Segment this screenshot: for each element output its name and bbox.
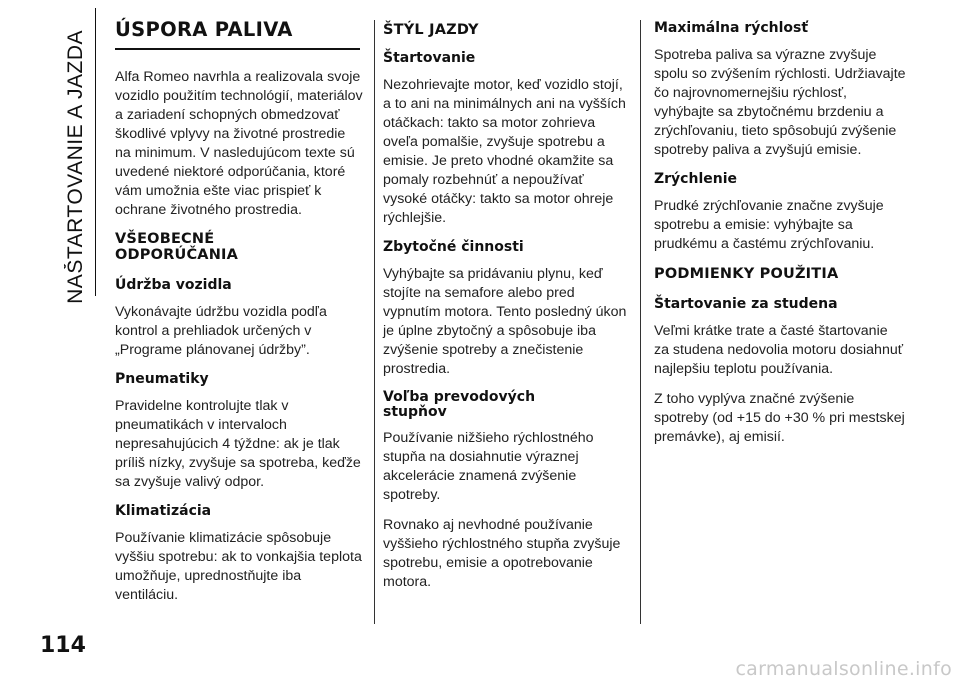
subheading-air-conditioning: Klimatizácia [115,503,212,519]
cold-start-paragraph-1: Veľmi krátke trate a časté štartovanie za studena nedovolia motoru dosiahnuť najlepšiu teplotu používania. [654,323,904,377]
subheading-tyres: Pneumatiky [115,371,209,387]
subheading-gear-selection: Voľba prevodových stupňov [383,389,536,420]
tyres-paragraph: Pravidelne kontrolujte tlak v pneumatikách v intervaloch nepresahujúcich 4 týždne: ak je tlak príliš nízky, zvyšuje sa spotreba, keďže sa zvyšuje valivý odpor. [115,398,361,490]
max-speed-paragraph: Spotreba paliva sa výrazne zvyšuje spolu so zvýšením rýchlosti. Udržiavajte čo najrovnomernejšiu rýchlosť, vyhýbajte sa zbytočnému brzdeniu a zrýchľovaniu, tieto spôsobujú zvýšenie spotreby paliva a zvyšujú emisie. [654,47,906,158]
intro-paragraph: Alfa Romeo navrhla a realizovala svoje vozidlo použitím technológií, materiálov a zariadení schopných obmedzovať škodlivé vplyvy na životné prostredie na minimum. V nasledujúcom texte sú uvedené niektoré odporúčania, ktoré vám umožnia ešte viac prispieť k ochrane životného prostredia. [115,69,363,218]
column-1 [115,18,363,616]
subheading-max-speed: Maximálna rýchlosť [654,20,809,36]
title-underline [115,48,360,50]
subheading-unnecessary-actions: Zbytočné činnosti [383,239,524,255]
maintenance-paragraph: Vykonávajte údržbu vozidla podľa kontrol a prehliadok určených v „Programe plánovanej údržby”. [115,304,327,358]
subheading-cold-start: Štartovanie za studena [654,296,838,312]
subheading-starting: Štartovanie [383,50,476,66]
section-heading-driving-style: ŠTÝL JAZDY [383,22,479,38]
gear-selection-paragraph-1: Používanie nižšieho rýchlostného stupňa na dosiahnutie výraznej akcelerácie znamená zvýšenie spotreby. [383,430,594,503]
column-divider [640,20,641,624]
acceleration-paragraph: Prudké zrýchľovanie značne zvyšuje spotrebu a emisie: vyhýbajte sa prudkému a častému zrýchľovaniu. [654,198,884,252]
chapter-side-title-text: NAŠTARTOVANIE A JAZDA [64,30,87,304]
starting-paragraph: Nezohrievajte motor, keď vozidlo stojí, a to ani na minimálnych ani na vyšších otáčkach: takto sa motor zohrieva oveľa pomalšie, zvyšuje spotrebu a emisie. Je preto vhodné okamžite sa pomaly rozbehnúť a nepoužívať vysoké otáčky: takto sa motor ohreje rýchlejšie. [383,77,626,226]
gear-selection-paragraph-2: Rovnako aj nevhodné používanie vyššieho rýchlostného stupňa zvyšuje spotrebu, emisie a opotrebovanie motora. [383,517,621,590]
section-heading-general: VŠEOBECNÉ ODPORÚČANIA [115,231,239,263]
chapter-side-rule [95,8,96,296]
subheading-acceleration: Zrýchlenie [654,171,738,187]
column-divider [374,20,375,624]
section-heading-conditions-of-use: PODMIENKY POUŽITIA [654,266,839,282]
column-2 [383,18,631,603]
unnecessary-actions-paragraph: Vyhýbajte sa pridávaniu plynu, keď stojíte na semafore alebo pred vypnutím motora. Tento posledný úkon je úplne zbytočný a spôsobuje iba zvýšenie spotreby a znečistenie prostredia. [383,266,627,377]
subheading-maintenance: Údržba vozidla [115,277,232,293]
chapter-side-title [62,30,90,304]
cold-start-paragraph-2: Z toho vyplýva značné zvýšenie spotreby (od +15 do +30 % pri mestskej premávke), aj emisií. [654,391,905,445]
watermark: carmanualsonline.info [735,658,952,680]
column-3 [654,18,906,458]
air-conditioning-paragraph: Používanie klimatizácie spôsobuje vyššiu spotrebu: ak to vonkajšia teplota umožňuje, uprednostňujte iba ventiláciu. [115,530,362,603]
page-number: 114 [40,633,86,658]
page-title: ÚSPORA PALIVA [115,18,293,41]
